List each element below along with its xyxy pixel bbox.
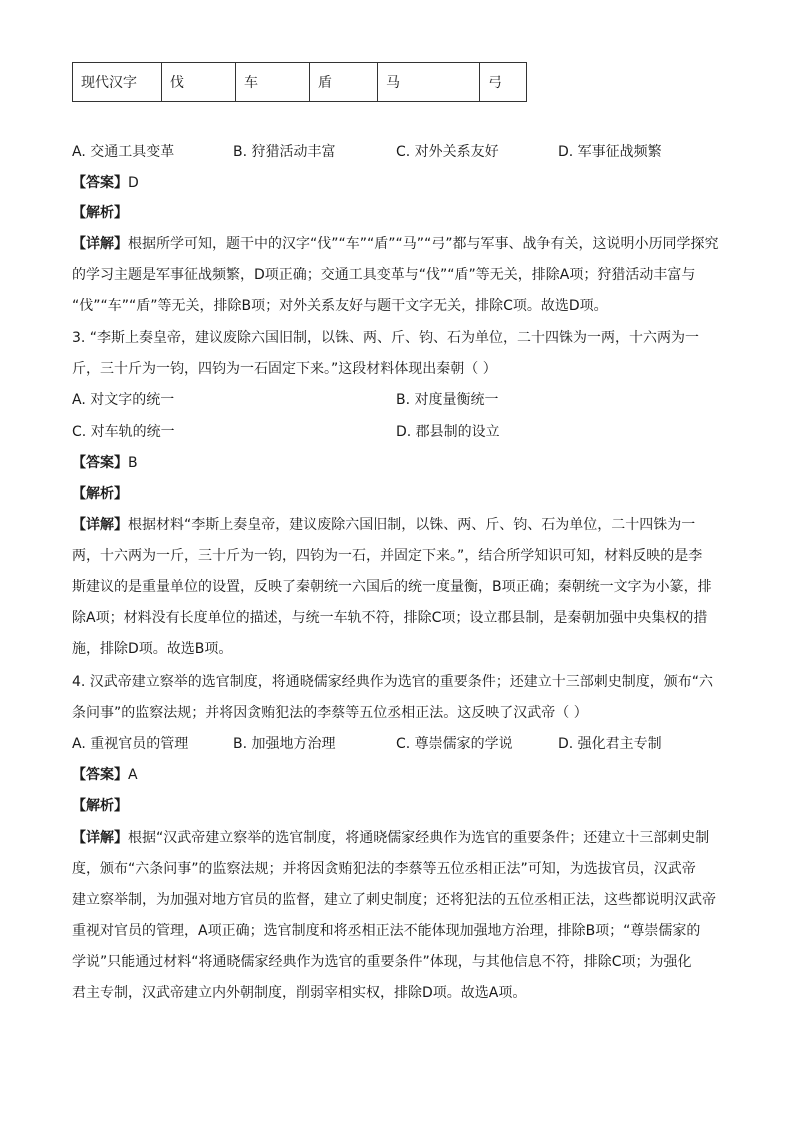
detail-tag: 【详解】: [72, 236, 128, 252]
q4-analysis-tag: 【解析】: [72, 798, 128, 814]
q3-detail-line: 斯建议的是重量单位的设置，反映了秦朝统一六国后的统一度量衡，B项正确；秦朝统一文字为小篆，排: [72, 579, 712, 595]
q3-answer: [72, 453, 138, 473]
q3-stem-line: 3. “李斯上奏皇帝，建议废除六国旧制，以铢、两、斤、钧、石为单位，二十四铢为一两，十六两为一: [72, 330, 700, 346]
q3-detail-line: 除A项；材料没有长度单位的描述，与统一车轨不符，排除C项；设立郡县制，是秦朝加强中央集权的措: [72, 610, 708, 626]
detail-tag: 【详解】: [72, 830, 128, 846]
q2-option-d: D. 军事征战频繁: [558, 144, 662, 160]
table-cell: 弓: [480, 63, 527, 102]
q3-detail-line: 施，排除D项。故选B项。: [72, 641, 233, 657]
answer-value: A: [128, 767, 138, 783]
q4-answer: [72, 765, 138, 785]
q4-detail-line: 建立察举制，为加强对地方官员的监督，建立了刺史制度；还将犯法的五位丞相正法，这些都说明汉武帝: [72, 892, 716, 908]
q3-stem-line: 斤，三十斤为一钧，四钧为一石固定下来。”这段材料体现出秦朝（ ）: [72, 361, 497, 377]
q4-detail-line: 重视对官员的管理，A项正确；选官制度和将丞相正法不能体现加强地方治理，排除B项；“尊崇儒家的: [72, 923, 701, 939]
q4-detail-line: 学说”只能通过材料“将通晓儒家经典作为选官的重要条件”体现，与其他信息不符，排除C项；为强化: [72, 954, 692, 970]
q2-analysis-tag: 【解析】: [72, 205, 128, 221]
q3-option-d: D. 郡县制的设立: [396, 424, 500, 440]
answer-tag: 【答案】: [72, 455, 128, 471]
q3-option-b: B. 对度量衡统一: [396, 392, 499, 408]
table-cell: 车: [236, 63, 310, 102]
q4-stem-line: 4. 汉武帝建立察举的选官制度，将通晓儒家经典作为选官的重要条件；还建立十三部刺史制度，颁布“六: [72, 674, 714, 690]
table-cell: 马: [378, 63, 480, 102]
table-cell: 盾: [310, 63, 378, 102]
q4-option-a: A. 重视官员的管理: [72, 736, 189, 752]
answer-tag: 【答案】: [72, 767, 128, 783]
answer-tag: 【答案】: [72, 175, 128, 191]
q2-detail-line: 【详解】根据所学可知，题干中的汉字“伐”“车”“盾”“马”“弓”都与军事、战争有关，这说明小历同学探究: [72, 236, 719, 252]
answer-value: B: [128, 455, 138, 471]
q4-detail-line: 【详解】根据“汉武帝建立察举的选官制度，将通晓儒家经典作为选官的重要条件；还建立十三部刺史制: [72, 830, 710, 846]
q2-option-c: C. 对外关系友好: [396, 144, 499, 160]
table-cell: 伐: [162, 63, 236, 102]
q2-detail-line: “伐”“车”“盾”等无关，排除B项；对外关系友好与题干文字无关，排除C项。故选D项。: [72, 298, 608, 314]
q2-option-b: B. 狩猎活动丰富: [233, 144, 336, 160]
table-cell: 现代汉字: [73, 63, 162, 102]
character-table: [72, 62, 527, 102]
q3-detail-line: 【详解】根据材料“李斯上奏皇帝，建议废除六国旧制，以铢、两、斤、钧、石为单位，二十四铢为一: [72, 517, 696, 533]
q4-option-b: B. 加强地方治理: [233, 736, 336, 752]
table-row: [73, 63, 527, 102]
answer-value: D: [128, 175, 139, 191]
q4-detail-line: 度，颁布“六条问事”的监察法规；并将因贪贿犯法的李蔡等五位丞相正法”可知，为选拔官员，汉武帝: [72, 861, 696, 877]
q2-option-a: A. 交通工具变革: [72, 144, 175, 160]
q2-detail-line: 的学习主题是军事征战频繁，D项正确；交通工具变革与“伐”“盾”等无关，排除A项；狩猎活动丰富与: [72, 267, 696, 283]
q3-detail-line: 两，十六两为一斤，三十斤为一钧，四钧为一石，并固定下来。”，结合所学知识可知，材料反映的是李: [72, 548, 703, 564]
q4-option-d: D. 强化君主专制: [558, 736, 662, 752]
q2-answer: [72, 173, 139, 193]
q4-detail-line: 君主专制，汉武帝建立内外朝制度，削弱宰相实权，排除D项。故选A项。: [72, 985, 527, 1001]
q4-option-c: C. 尊崇儒家的学说: [396, 736, 513, 752]
q3-analysis-tag: 【解析】: [72, 486, 128, 502]
q3-option-c: C. 对车轨的统一: [72, 424, 175, 440]
q3-option-a: A. 对文字的统一: [72, 392, 175, 408]
q4-stem-line: 条问事”的监察法规；并将因贪贿犯法的李蔡等五位丞相正法。这反映了汉武帝（ ）: [72, 705, 588, 721]
detail-tag: 【详解】: [72, 517, 128, 533]
